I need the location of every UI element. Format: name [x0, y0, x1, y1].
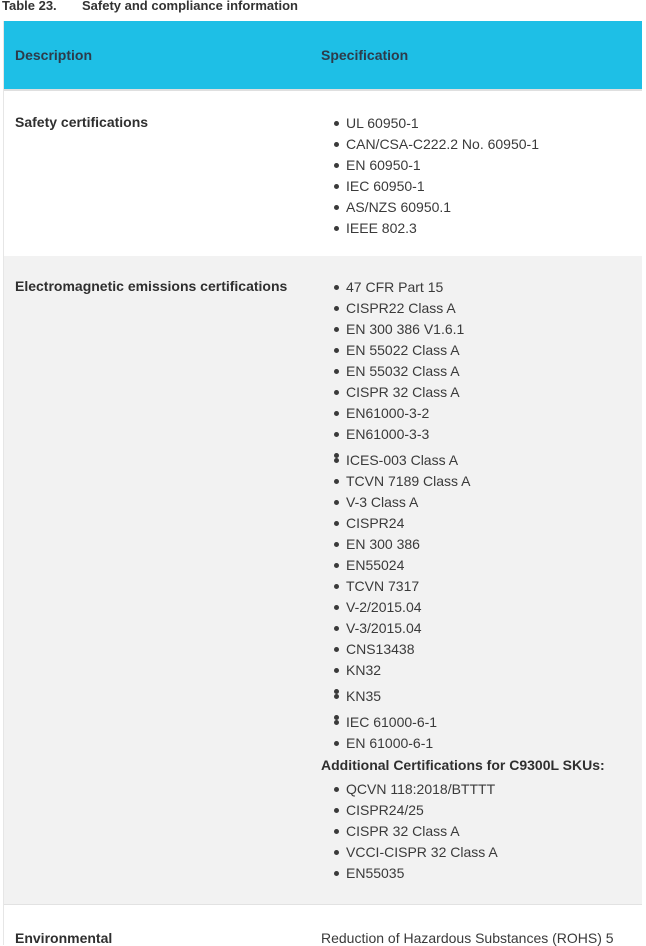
list-item: EN 61000-6-1 [334, 733, 471, 754]
list-item: EN61000-3-3 [334, 424, 471, 445]
list-item: CISPR24/25 [334, 800, 498, 821]
list-item: TCVN 7317 [334, 576, 471, 597]
list-item: V-2/2015.04 [334, 597, 471, 618]
list-item: EN61000-3-2 [334, 403, 471, 424]
list-item: EN 55022 Class A [334, 340, 471, 361]
header-specification: Specification [321, 47, 409, 63]
list-item: AS/NZS 60950.1 [334, 197, 539, 218]
table-row-environmental [4, 904, 642, 945]
table-header [4, 21, 642, 91]
list-item: CNS13438 [334, 639, 471, 660]
list-item: EN 300 386 V1.6.1 [334, 319, 471, 340]
header-description: Description [15, 47, 93, 63]
table-title: Safety and compliance information [82, 0, 298, 13]
list-item: IEEE 802.3 [334, 218, 539, 239]
list-item: CISPR24 [334, 513, 471, 534]
list-item: UL 60950-1 [334, 113, 539, 134]
row-label: Environmental [15, 930, 113, 946]
list-item: EN 55032 Class A [334, 361, 471, 382]
row-label: Electromagnetic emissions certifications [15, 278, 288, 294]
list-item: CISPR 32 Class A [334, 382, 471, 403]
row-label: Safety certifications [15, 114, 149, 130]
list-item: ICES-003 Class A [334, 450, 471, 471]
list-item: V-3/2015.04 [334, 618, 471, 639]
list-item: VCCI-CISPR 32 Class A [334, 842, 498, 863]
additional-certifications-title: Additional Certifications for C9300L SKUs: [321, 757, 605, 773]
list-item: EN55035 [334, 863, 498, 884]
list-item: 47 CFR Part 15 [334, 277, 471, 298]
safety-list [334, 113, 539, 239]
list-item: KN32 [334, 660, 471, 681]
additional-list [334, 779, 498, 884]
table-row-emissions [4, 256, 642, 904]
table-row-safety [4, 91, 642, 256]
list-item: IEC 60950-1 [334, 176, 539, 197]
list-item: CISPR 32 Class A [334, 821, 498, 842]
list-item: IEC 61000-6-1 [334, 712, 471, 733]
table-caption [2, 0, 298, 13]
list-item: CAN/CSA-C222.2 No. 60950-1 [334, 134, 539, 155]
list-item: EN 60950-1 [334, 155, 539, 176]
row-value: Reduction of Hazardous Substances (ROHS) 5 [321, 930, 614, 946]
list-item: KN35 [334, 686, 471, 707]
compliance-table [3, 21, 642, 945]
list-item: EN 300 386 [334, 534, 471, 555]
list-item: TCVN 7189 Class A [334, 471, 471, 492]
table-number: Table 23. [2, 0, 57, 13]
list-item: V-3 Class A [334, 492, 471, 513]
list-item: EN55024 [334, 555, 471, 576]
list-item: QCVN 118:2018/BTTTT [334, 779, 498, 800]
list-item: CISPR22 Class A [334, 298, 471, 319]
emissions-list [334, 277, 471, 754]
